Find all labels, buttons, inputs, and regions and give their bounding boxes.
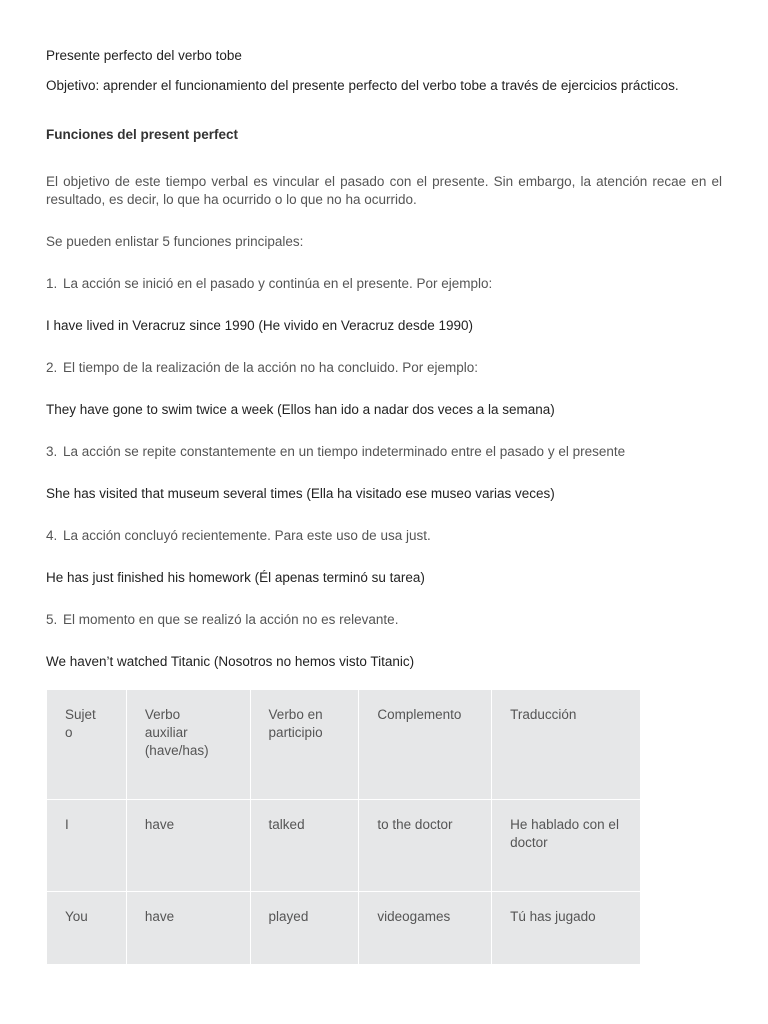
function-item	[46, 527, 722, 545]
function-number: 3.	[46, 444, 58, 459]
header-cell-participle: Verbo en participio	[250, 690, 359, 800]
table-cell: have	[126, 800, 250, 892]
conjugation-table	[46, 689, 641, 965]
table-cell: videogames	[359, 892, 492, 965]
table-cell: have	[126, 892, 250, 965]
function-example: They have gone to swim twice a week (Ellos han ido a nadar dos veces a la semana)	[46, 402, 555, 417]
section-heading: Funciones del present perfect	[46, 127, 239, 142]
function-example: We haven’t watched Titanic (Nosotros no hemos visto Titanic)	[46, 654, 415, 669]
function-item	[46, 275, 722, 293]
header-cell-complement: Complemento	[359, 690, 492, 800]
function-item	[46, 359, 722, 377]
table-cell: to the doctor	[359, 800, 492, 892]
function-example: He has just finished his homework (Él apenas terminó su tarea)	[46, 570, 425, 585]
header-cell-auxiliary: Verbo auxiliar (have/has)	[126, 690, 250, 800]
function-text: El tiempo de la realización de la acción no ha concluido. Por ejemplo:	[63, 360, 478, 375]
document-title: Presente perfecto del verbo tobe	[46, 48, 242, 63]
header-cell-subject: Sujet o	[47, 690, 127, 800]
function-item	[46, 611, 722, 629]
function-item	[46, 443, 722, 461]
table-header-row	[47, 690, 641, 800]
function-number: 1.	[46, 276, 58, 291]
function-text: La acción se inició en el pasado y continúa en el presente. Por ejemplo:	[63, 276, 493, 291]
function-text: La acción concluyó recientemente. Para este uso de usa just.	[63, 528, 431, 543]
table-cell: Tú has jugado	[492, 892, 641, 965]
function-number: 4.	[46, 528, 58, 543]
table-row	[47, 800, 641, 892]
header-cell-translation: Traducción	[492, 690, 641, 800]
list-intro: Se pueden enlistar 5 funciones principales:	[46, 234, 304, 249]
function-text: El momento en que se realizó la acción no es relevante.	[63, 612, 399, 627]
function-example: I have lived in Veracruz since 1990 (He vivido en Veracruz desde 1990)	[46, 318, 473, 333]
objective-paragraph: Objetivo: aprender el funcionamiento del presente perfecto del verbo tobe a través de ejercicios prácticos.	[46, 78, 679, 93]
table-cell: played	[250, 892, 359, 965]
function-number: 2.	[46, 360, 58, 375]
function-number: 5.	[46, 612, 58, 627]
intro-paragraph: El objetivo de este tiempo verbal es vincular el pasado con el presente. Sin embargo, la atención recae en el resultado, es decir, lo que ha ocurrido o lo que no ha ocurrido.	[46, 174, 722, 207]
table-cell: You	[47, 892, 127, 965]
function-example: She has visited that museum several times (Ella ha visitado ese museo varias veces)	[46, 486, 555, 501]
table-cell: I	[47, 800, 127, 892]
table-row	[47, 892, 641, 965]
function-text: La acción se repite constantemente en un tiempo indeterminado entre el pasado y el presente	[63, 444, 626, 459]
table-cell: talked	[250, 800, 359, 892]
table-cell: He hablado con el doctor	[492, 800, 641, 892]
